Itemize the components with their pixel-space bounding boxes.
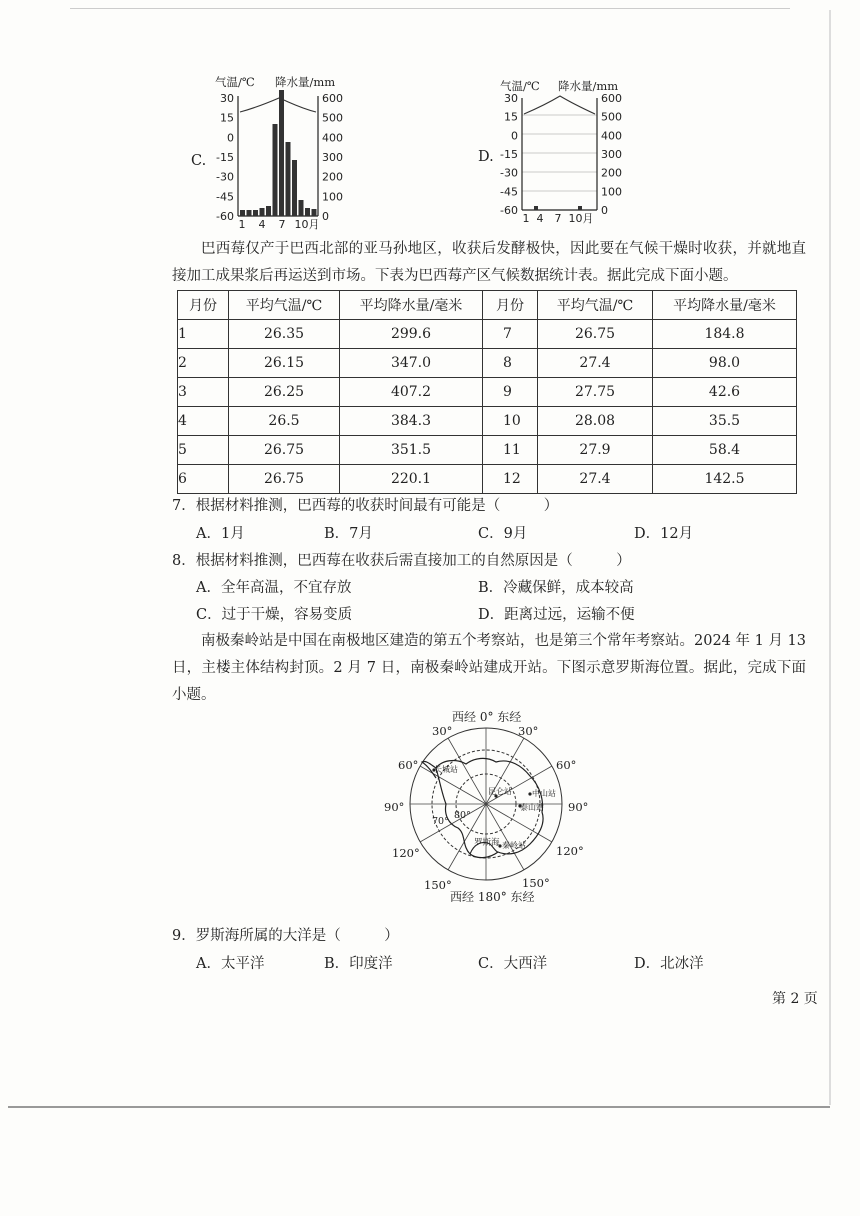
- temp-axis-title: 气温/℃: [500, 79, 540, 93]
- precip-tick-label: 500: [322, 111, 343, 125]
- place-zhongshan-station: 中山站: [532, 789, 556, 798]
- cell: 58.4: [653, 436, 797, 465]
- cell: 142.5: [653, 465, 797, 494]
- q9-option-a[interactable]: A．太平洋: [196, 956, 265, 972]
- cell: 26.5: [229, 407, 340, 436]
- precip-tick-label: 300: [601, 148, 622, 161]
- table-row: [178, 436, 797, 465]
- precip-tick-label: 600: [322, 92, 343, 105]
- table-row: [178, 465, 797, 494]
- month-tick-label: 1: [238, 218, 246, 231]
- map-top-label: 西经 0° 东经: [452, 710, 522, 724]
- map-bottom-label: 西经 180° 东经: [450, 890, 535, 904]
- question-9-stem: 9．罗斯海所属的大洋是（ ）: [172, 928, 399, 944]
- cell: 299.6: [340, 320, 483, 349]
- cell: 26.75: [229, 465, 340, 494]
- cell: 1: [178, 320, 229, 349]
- intro-paragraph: 巴西莓仅产于巴西北部的亚马孙地区，收获后发酵极快，因此要在气候干燥时收获，并就地直接加工成果浆后再运送到市场。下表为巴西莓产区气候数据统计表。据此完成下面小题。: [172, 241, 806, 284]
- precip-tick-label: 300: [322, 151, 343, 164]
- month-tick-labels: [523, 212, 594, 225]
- precip-tick-label: 600: [601, 92, 622, 105]
- precip-axis-title: 降水量/mm: [558, 79, 619, 93]
- climate-chart-c: [185, 74, 395, 234]
- q9-option-d[interactable]: D．北冰洋: [634, 956, 704, 972]
- q8-option-c[interactable]: C．过于干燥，容易变质: [196, 607, 353, 623]
- temp-tick-label: -15: [216, 151, 234, 164]
- bar-feb: [247, 210, 252, 216]
- bar-mar: [253, 210, 258, 216]
- question-7-stem: 7．根据材料推测，巴西莓的收获时间最有可能是（ ）: [172, 498, 559, 514]
- cell: 35.5: [653, 407, 797, 436]
- temp-tick-labels: [500, 92, 518, 217]
- cell: 28.08: [538, 407, 653, 436]
- header-precip-1: 平均降水量/毫米: [340, 291, 483, 320]
- month-tick-label: 4: [258, 218, 266, 231]
- grid-lines: [522, 115, 597, 191]
- bar-nov: [305, 208, 310, 216]
- q8-option-b[interactable]: B．冷藏保鲜，成本较高: [478, 580, 634, 596]
- cell: 12: [483, 465, 538, 494]
- bar-jun: [273, 124, 278, 216]
- bar-jan: [240, 210, 245, 216]
- q7-option-d[interactable]: D．12月: [634, 526, 694, 542]
- cell: 4: [178, 407, 229, 436]
- temp-tick-label: 15: [220, 111, 234, 125]
- table-row: [178, 407, 797, 436]
- temp-tick-label: -45: [216, 190, 234, 204]
- temp-tick-label: 30: [220, 92, 234, 105]
- precip-tick-labels: [322, 92, 343, 223]
- q9-option-b[interactable]: B．印度洋: [324, 956, 393, 972]
- scan-edge-right: [829, 10, 831, 1105]
- bar-jan: [534, 206, 538, 210]
- temp-tick-label: -15: [500, 148, 518, 161]
- ross-sea-map: [370, 708, 600, 908]
- climate-chart-d: [478, 76, 678, 236]
- cell: 8: [483, 349, 538, 378]
- month-tick-label: 1: [522, 212, 530, 225]
- precip-tick-label: 0: [322, 210, 329, 223]
- cell: 347.0: [340, 349, 483, 378]
- bar-oct: [299, 200, 304, 216]
- bleed-through-text: [420, 86, 433, 105]
- temp-tick-label: -30: [500, 166, 518, 180]
- table-header-row: [178, 291, 797, 320]
- cell: 27.75: [538, 378, 653, 407]
- header-temp-2: 平均气温/℃: [538, 291, 653, 320]
- precip-tick-label: 100: [601, 185, 622, 199]
- precip-tick-label: 100: [322, 190, 343, 204]
- bar-jul: [279, 90, 284, 216]
- table-row: [178, 349, 797, 378]
- bar-apr: [260, 208, 265, 216]
- place-great-wall-station: 长城站: [434, 765, 458, 774]
- precip-tick-labels: [601, 92, 622, 217]
- cell: 26.35: [229, 320, 340, 349]
- bar-oct: [578, 206, 582, 210]
- option-d-label: D.: [478, 149, 494, 165]
- lon-label-w30: 30°: [432, 724, 453, 738]
- cell: 27.4: [538, 349, 653, 378]
- cell: 5: [178, 436, 229, 465]
- temp-tick-label: -60: [216, 210, 234, 223]
- cell: 26.25: [229, 378, 340, 407]
- cell: 2: [178, 349, 229, 378]
- temperature-curve: [240, 98, 316, 112]
- precip-axis-title: 降水量/mm: [275, 75, 336, 89]
- temperature-curve: [524, 96, 595, 114]
- option-c-label: C.: [191, 153, 207, 169]
- table-row: [178, 320, 797, 349]
- lon-label-e60: 60°: [556, 758, 577, 772]
- bar-sep: [292, 160, 297, 216]
- lat-label-70: 70°: [432, 816, 449, 827]
- header-precip-2: 平均降水量/毫米: [653, 291, 797, 320]
- month-tick-label: 10月: [294, 218, 320, 231]
- q7-option-b[interactable]: B．7月: [324, 526, 373, 542]
- scan-edge-top: [70, 8, 790, 9]
- q8-option-a[interactable]: A．全年高温，不宜存放: [196, 580, 352, 596]
- cell: 26.75: [229, 436, 340, 465]
- bar-may: [266, 206, 271, 216]
- climate-data-table: [177, 290, 797, 494]
- cell: 184.8: [653, 320, 797, 349]
- place-qinling-station: 秦岭站: [502, 841, 526, 850]
- bar-dec: [312, 209, 317, 216]
- cell: 3: [178, 378, 229, 407]
- cell: 220.1: [340, 465, 483, 494]
- q8-option-d[interactable]: D．距离过远，运输不便: [478, 607, 635, 623]
- place-taishan-station: 泰山站: [520, 803, 544, 812]
- cell: 42.6: [653, 378, 797, 407]
- temp-tick-label: -30: [216, 170, 234, 184]
- cell: 10: [483, 407, 538, 436]
- place-kunlun-station: 昆仑站: [488, 787, 512, 796]
- bar-aug: [286, 142, 291, 216]
- header-month-1: 月份: [178, 291, 229, 320]
- month-tick-label: 4: [536, 212, 544, 225]
- cell: 26.15: [229, 349, 340, 378]
- header-temp-1: 平均气温/℃: [229, 291, 340, 320]
- q7-option-c[interactable]: C．9月: [478, 526, 528, 542]
- lon-label-e90: 90°: [568, 800, 589, 814]
- month-tick-labels: [239, 218, 320, 231]
- lon-label-w90: 90°: [384, 800, 405, 814]
- table-row: [178, 378, 797, 407]
- page-number: 第 2 页: [772, 991, 818, 1007]
- month-tick-label: 7: [554, 212, 562, 225]
- precip-tick-label: 400: [601, 129, 622, 143]
- chart-c-plot: [185, 74, 395, 234]
- temp-tick-label: 0: [227, 131, 234, 145]
- antarctic-intro-paragraph: 南极秦岭站是中国在南极地区建造的第五个考察站，也是第三个常年考察站。2024 年 1 月 13 日，主楼主体结构封顶。2 月 7 日，南极秦岭站建成开站。下图示意罗斯海位置。据此，完成下面小题。: [172, 633, 807, 703]
- cell: 384.3: [340, 407, 483, 436]
- cell: 407.2: [340, 378, 483, 407]
- precip-tick-label: 500: [601, 110, 622, 124]
- cell: 9: [483, 378, 538, 407]
- temp-tick-label: 0: [511, 129, 518, 143]
- precip-tick-label: 200: [322, 170, 343, 184]
- temp-tick-label: 15: [504, 110, 518, 124]
- temp-tick-label: -60: [500, 204, 518, 217]
- question-8-stem: 8．根据材料推测，巴西莓在收获后需直接加工的自然原因是（ ）: [172, 553, 631, 569]
- temp-axis-title: 气温/℃: [215, 75, 255, 89]
- temp-tick-labels: [216, 92, 234, 223]
- place-ross-sea: 罗斯海: [474, 838, 500, 848]
- lon-label-w150: 150°: [424, 878, 452, 892]
- q9-option-c[interactable]: C．大西洋: [478, 956, 548, 972]
- precip-tick-label: 200: [601, 166, 622, 180]
- lon-label-w120: 120°: [392, 846, 420, 860]
- scan-edge-bottom: [8, 1106, 830, 1108]
- precip-tick-label: 0: [601, 204, 608, 217]
- cell: 11: [483, 436, 538, 465]
- cell: 27.4: [538, 465, 653, 494]
- temp-tick-label: 30: [504, 92, 518, 105]
- header-month-2: 月份: [483, 291, 538, 320]
- cell: 26.75: [538, 320, 653, 349]
- lon-label-e120: 120°: [556, 844, 584, 858]
- lat-label-80: 80°: [454, 810, 471, 821]
- temp-tick-label: -45: [500, 185, 518, 199]
- q7-option-a[interactable]: A．1月: [196, 526, 245, 542]
- cell: 7: [483, 320, 538, 349]
- month-tick-label: 10月: [568, 212, 594, 225]
- lon-label-e150: 150°: [522, 876, 550, 890]
- chart-d-plot: [478, 76, 678, 236]
- month-tick-label: 7: [278, 218, 286, 231]
- lon-label-w60: 60°: [398, 758, 419, 772]
- cell: 351.5: [340, 436, 483, 465]
- cell: 6: [178, 465, 229, 494]
- precip-tick-label: 400: [322, 131, 343, 145]
- lon-label-e30: 30°: [518, 724, 539, 738]
- cell: 27.9: [538, 436, 653, 465]
- polar-projection: [370, 708, 600, 908]
- cell: 98.0: [653, 349, 797, 378]
